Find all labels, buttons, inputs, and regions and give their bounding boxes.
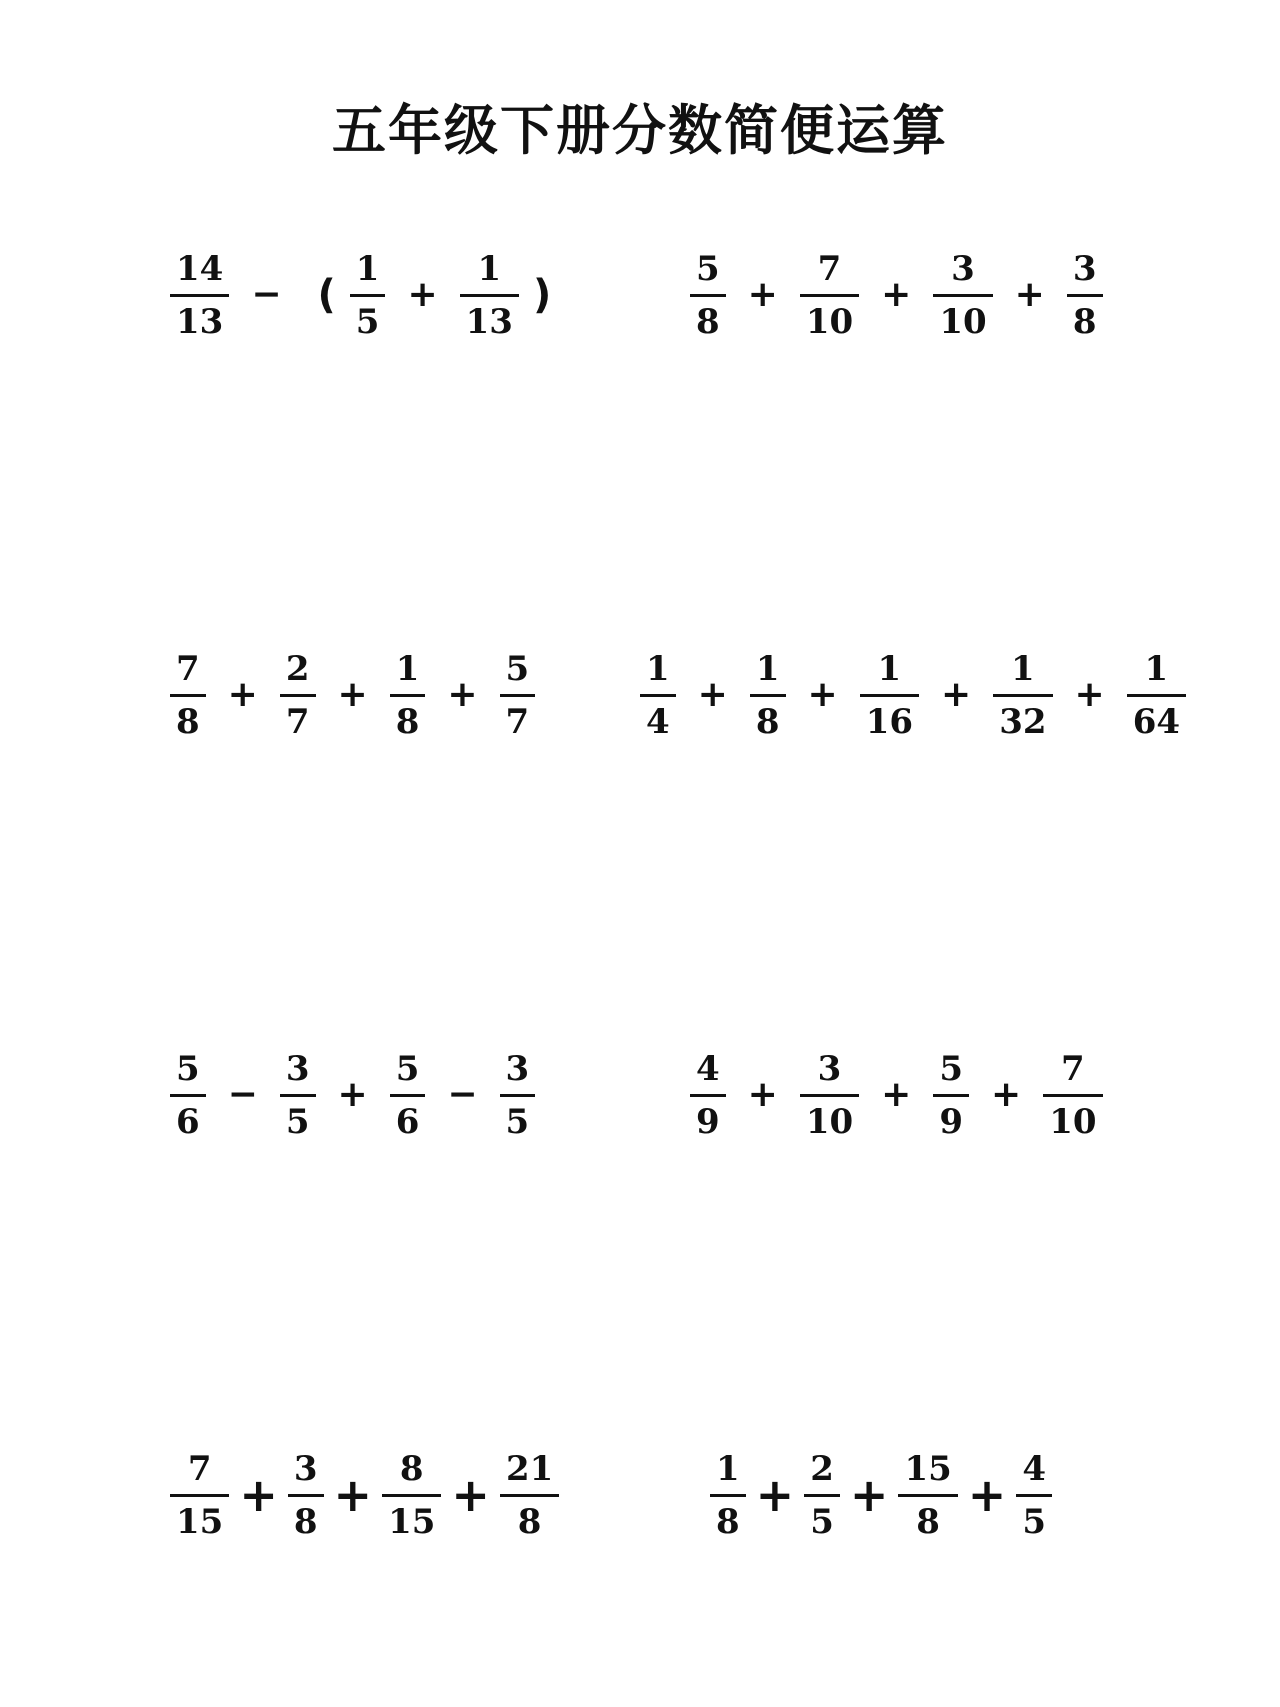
denominator: 10 xyxy=(939,301,987,342)
fraction xyxy=(800,1048,859,1142)
denominator: 10 xyxy=(1049,1101,1097,1142)
numerator: 4 xyxy=(696,1048,720,1089)
numerator: 1 xyxy=(355,248,380,289)
numerator: 3 xyxy=(293,1448,318,1489)
denominator: 13 xyxy=(176,301,224,342)
operator: + xyxy=(747,1074,778,1115)
fraction xyxy=(690,1048,726,1142)
numerator: 5 xyxy=(696,248,720,289)
operator: + xyxy=(407,274,438,315)
page-title: 五年级下册分数简便运算 xyxy=(332,99,948,162)
parenthesis: ( xyxy=(317,272,336,318)
numerator: 3 xyxy=(817,1048,842,1089)
fraction xyxy=(690,248,726,342)
numerator: 5 xyxy=(395,1048,420,1089)
operator: + xyxy=(881,274,912,315)
operator: + xyxy=(337,674,368,715)
numerator: 7 xyxy=(176,648,200,689)
fraction xyxy=(350,248,386,342)
numerator: 7 xyxy=(1061,1048,1085,1089)
operator: + xyxy=(239,1468,278,1522)
operator: + xyxy=(747,274,778,315)
problem-8 xyxy=(710,1440,1052,1550)
fraction xyxy=(500,1448,559,1542)
operator: + xyxy=(447,674,478,715)
fraction xyxy=(500,1048,536,1142)
numerator: 1 xyxy=(1011,648,1035,689)
operator: − xyxy=(447,1074,478,1115)
numerator: 5 xyxy=(939,1048,964,1089)
fraction xyxy=(1043,1048,1102,1142)
denominator: 8 xyxy=(293,1501,318,1542)
operator: + xyxy=(451,1468,490,1522)
denominator: 10 xyxy=(805,1101,854,1142)
fraction xyxy=(280,648,316,742)
numerator: 5 xyxy=(176,1048,200,1089)
problem-3 xyxy=(170,640,535,750)
operator: + xyxy=(227,674,258,715)
fraction xyxy=(280,1048,316,1142)
operator: + xyxy=(337,1074,368,1115)
denominator: 13 xyxy=(465,301,513,342)
operator: + xyxy=(849,1468,889,1522)
fraction xyxy=(288,1448,324,1542)
denominator: 8 xyxy=(755,701,780,742)
denominator: 8 xyxy=(176,701,200,742)
denominator: 15 xyxy=(176,1501,224,1542)
denominator: 7 xyxy=(505,701,530,742)
operator: + xyxy=(967,1468,1007,1522)
numerator: 3 xyxy=(285,1048,310,1089)
fraction xyxy=(170,648,206,742)
fraction xyxy=(860,648,919,742)
denominator: 15 xyxy=(388,1501,436,1542)
fraction xyxy=(390,648,426,742)
denominator: 4 xyxy=(646,701,670,742)
operator: − xyxy=(251,274,282,315)
denominator: 5 xyxy=(1022,1501,1046,1542)
fraction xyxy=(898,1448,957,1542)
denominator: 8 xyxy=(696,301,720,342)
fraction xyxy=(800,248,859,342)
numerator: 4 xyxy=(1022,1448,1046,1489)
fraction xyxy=(933,248,992,342)
numerator: 1 xyxy=(755,648,780,689)
problem-5 xyxy=(170,1040,535,1150)
numerator: 7 xyxy=(187,1448,212,1489)
numerator: 1 xyxy=(716,1448,740,1489)
numerator: 8 xyxy=(399,1448,424,1489)
numerator: 15 xyxy=(904,1448,952,1489)
denominator: 5 xyxy=(355,301,380,342)
operator: + xyxy=(881,1074,912,1115)
denominator: 32 xyxy=(999,701,1047,742)
numerator: 2 xyxy=(285,648,310,689)
fraction xyxy=(1016,1448,1052,1542)
operator: + xyxy=(991,1074,1022,1115)
operator: + xyxy=(941,674,972,715)
fraction xyxy=(460,248,519,342)
denominator: 10 xyxy=(805,301,854,342)
fraction xyxy=(1127,648,1186,742)
fraction xyxy=(1067,248,1103,342)
numerator: 14 xyxy=(176,248,224,289)
operator: + xyxy=(333,1468,373,1522)
operator: + xyxy=(697,674,728,715)
denominator: 6 xyxy=(395,1101,420,1142)
numerator: 1 xyxy=(477,248,502,289)
denominator: 8 xyxy=(517,1501,542,1542)
numerator: 1 xyxy=(1144,648,1169,689)
parenthesis: ) xyxy=(532,272,552,318)
denominator: 16 xyxy=(865,701,914,742)
fraction xyxy=(500,648,536,742)
numerator: 3 xyxy=(505,1048,530,1089)
denominator: 7 xyxy=(285,701,310,742)
fraction xyxy=(640,648,676,742)
denominator: 6 xyxy=(176,1101,200,1142)
fraction xyxy=(170,248,229,342)
problem-2 xyxy=(690,240,1103,350)
numerator: 5 xyxy=(505,648,530,689)
problem-7 xyxy=(170,1440,559,1550)
fraction xyxy=(933,1048,969,1142)
operator: + xyxy=(1014,274,1045,315)
fraction xyxy=(170,1048,206,1142)
numerator: 1 xyxy=(395,648,420,689)
operator: + xyxy=(755,1468,795,1522)
operator: + xyxy=(807,674,838,715)
operator: − xyxy=(227,1074,258,1115)
problem-1 xyxy=(170,240,565,350)
denominator: 5 xyxy=(505,1101,530,1142)
fraction xyxy=(710,1448,746,1542)
denominator: 9 xyxy=(939,1101,964,1142)
fraction xyxy=(993,648,1052,742)
fraction xyxy=(390,1048,426,1142)
denominator: 8 xyxy=(1072,301,1097,342)
fraction xyxy=(170,1448,229,1542)
denominator: 9 xyxy=(696,1101,720,1142)
denominator: 64 xyxy=(1132,701,1181,742)
numerator: 2 xyxy=(810,1448,834,1489)
numerator: 21 xyxy=(505,1448,554,1489)
fraction xyxy=(382,1448,441,1542)
fraction xyxy=(804,1448,840,1542)
problem-6 xyxy=(690,1040,1103,1150)
fraction xyxy=(750,648,786,742)
numerator: 7 xyxy=(817,248,842,289)
denominator: 5 xyxy=(285,1101,310,1142)
denominator: 8 xyxy=(916,1501,940,1542)
numerator: 1 xyxy=(877,648,902,689)
numerator: 3 xyxy=(1072,248,1097,289)
numerator: 1 xyxy=(646,648,670,689)
problem-4 xyxy=(640,640,1186,750)
denominator: 5 xyxy=(810,1501,834,1542)
denominator: 8 xyxy=(395,701,420,742)
denominator: 8 xyxy=(716,1501,740,1542)
numerator: 3 xyxy=(951,248,975,289)
operator: + xyxy=(1074,674,1105,715)
